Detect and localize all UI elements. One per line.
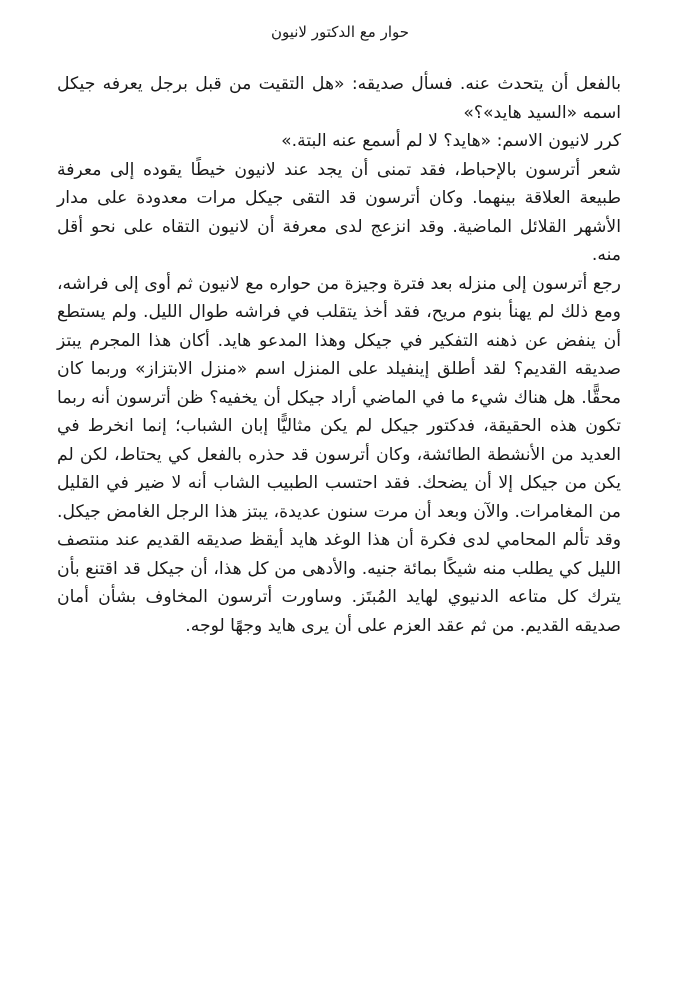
paragraph: كرر لانيون الاسم: «هايد؟ لا لم أسمع عنه البتة.»	[281, 131, 621, 151]
running-header-title: حوار مع الدكتور لانيون	[270, 23, 410, 41]
paragraph: رجع أترسون إلى منزله بعد فترة وجيزة من حواره مع لانيون ثم أوى إلى فراشه، ومع ذلك لم يهنأ بنوم مريح، فقد أخذ يتقلب في فراشه طوال الليل. ولم يستطع أن ينفض عن ذهنه التفكير في جيكل وهذا المدعو هايد. أكان هذا المجرم يبتز صديقه القديم؟ لقد أطلق إينفيلد على المنزل اسم «منزل الابتزاز» وربما كان محقًّا. هل هناك شيء ما في الماضي أراد جيكل أن يخفيه؟ ظن أترسون أنه ربما تكون هذه الحقيقة، فدكتور جيكل لم يكن مثاليًّا إبان الشباب؛ إنما انخرط في العديد من الأنشطة الطائشة، وكان أترسون قد حذره بالفعل كي يحتاط، لكن لم يكن من جيكل إلا أن يضحك. فقد احتسب الطبيب الشاب أنه لا ضير في القليل من المغامرات. والآن وبعد أن مرت سنون عديدة، يبتز هذا الرجل الغامض جيكل. وقد تألم المحامي لدى فكرة أن هذا الوغد هايد أيقظ صديقه القديم عند منتصف الليل كي يطلب منه شيكًا بمائة جنيه. والأدهى من كل هذا، أن جيكل قد اقتنع بأن يترك كل متاعه الدنيوي لهايد المُبتَز. وساورت أترسون المخاوف بشأن أمان صديقه القديم. من ثم عقد العزم على أن يرى هايد وجهًا لوجه.	[57, 273, 621, 636]
paragraph: شعر أترسون بالإحباط، فقد تمنى أن يجد عند لانيون خيطًا يقوده إلى معرفة طبيعة العلاقة بينهما. وكان أترسون قد التقى جيكل مرات معدودة على مدار الأشهر القلائل الماضية. وقد انزعج لدى معرفة أن لانيون التقاه على نحو أقل منه.	[57, 159, 621, 265]
chapter-body	[57, 70, 621, 640]
paragraph: بالفعل أن يتحدث عنه. فسأل صديقه: «هل التقيت من قبل برجل يعرفه جيكل اسمه «السيد هايد»؟»	[57, 74, 621, 123]
